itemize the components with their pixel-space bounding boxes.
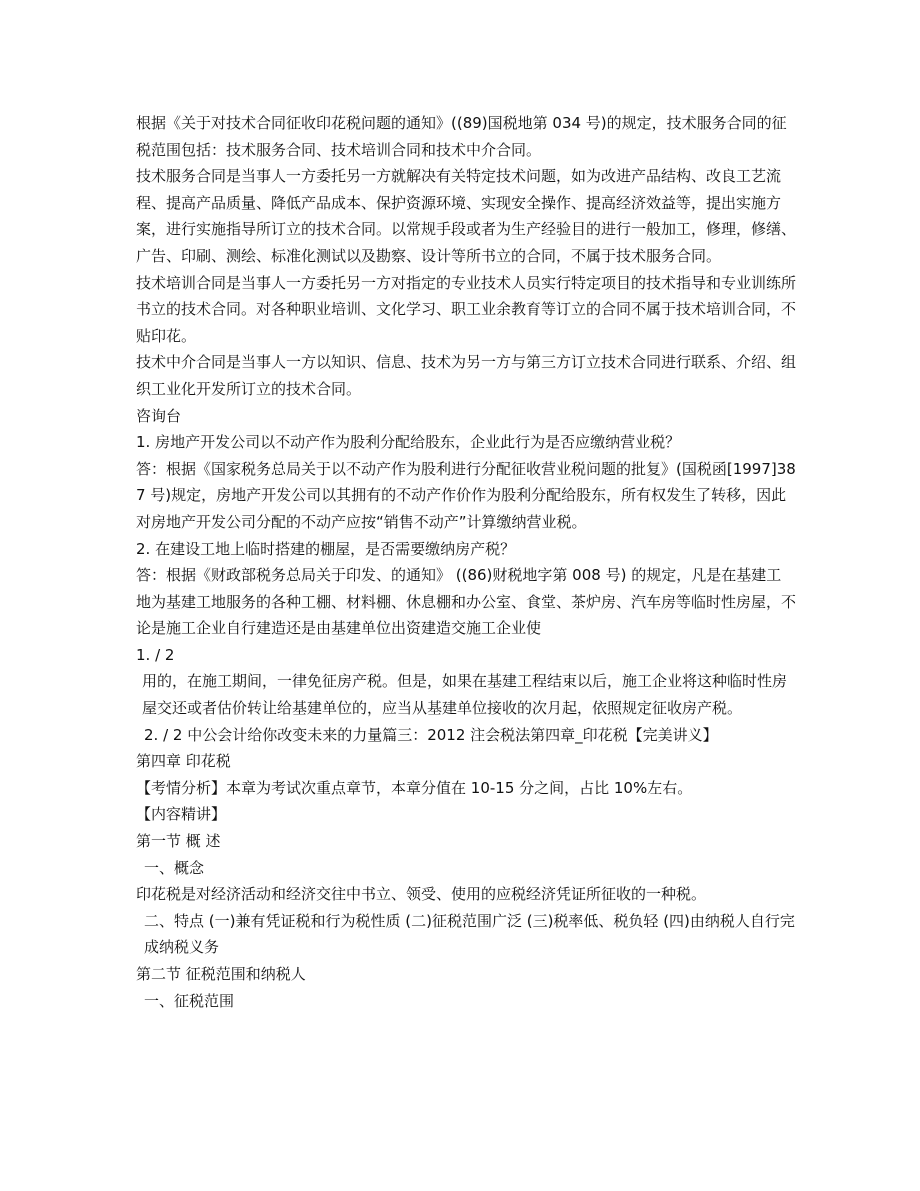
- section-1-title: 第一节 概 述: [136, 832, 221, 851]
- answer-2-continued: 用的，在施工期间，一律免征房产税。但是，如果在基建工程结束以后，施工企业将这种临时性房屋交还或者估价转让给基建单位的，应当从基建单位接收的次月起，依照规定征收房产税。: [142, 672, 788, 718]
- question-2: 2. 在建设工地上临时搭建的棚屋，是否需要缴纳房产税？: [136, 539, 516, 558]
- tech-intermediary-paragraph: 技术中介合同是当事人一方以知识、信息、技术为另一方与第三方订立技术合同进行联系、介绍、组织工业化开发所订立的技术合同。: [136, 353, 797, 398]
- features-text: 二、特点 (一)兼有凭证税和行为税性质 (二)征税范围广泛 (三)税率低、税负轻 (四)由纳税人自行完成纳税义务: [144, 911, 795, 957]
- content-heading: 【内容精讲】: [136, 805, 227, 824]
- section-2-title: 第二节 征税范围和纳税人: [136, 965, 306, 983]
- exam-analysis: 【考情分析】本章为考试次重点章节，本章分值在 10-15 分之间，占比 10%左右。: [136, 778, 693, 797]
- document-body: [136, 110, 796, 1014]
- consultation-heading: 咨询台: [136, 406, 182, 425]
- concept-heading: 一、概念: [144, 858, 205, 877]
- page-marker-2: 2. / 2 中公会计给你改变未来的力量篇三：2012 注会税法第四章_印花税【完美讲义】: [144, 725, 718, 744]
- intro-paragraph: 根据《关于对技术合同征收印花税问题的通知》((89)国税地第 034 号)的规定，技术服务合同的征税范围包括：技术服务合同、技术培训合同和技术中介合同。: [136, 114, 787, 159]
- question-1: 1. 房地产开发公司以不动产作为股利分配给股东，企业此行为是否应缴纳营业税？: [136, 433, 681, 452]
- tech-training-paragraph: 技术培训合同是当事人一方委托另一方对指定的专业技术人员实行特定项目的技术指导和专业训练所书立的技术合同。对各种职业培训、文化学习、职工业余教育等订立的合同不属于技术培训合同，不贴印花。: [136, 273, 797, 345]
- chapter-title: 第四章 印花税: [136, 752, 231, 771]
- answer-2: 答：根据《财政部税务总局关于印发、的通知》 ((86)财税地字第 008 号) 的规定，凡是在基建工地为基建工地服务的各种工棚、材料棚、休息棚和办公室、食堂、茶炉房、汽车房等临时性房屋，不论是施工企业自行建造还是由基建单位出资建造交施工企业使: [136, 566, 797, 638]
- concept-text: 印花税是对经济活动和经济交往中书立、领受、使用的应税经济凭证所征收的一种税。: [136, 885, 707, 904]
- answer-1: 答：根据《国家税务总局关于以不动产作为股利进行分配征收营业税问题的批复》(国税函[1997]387 号)规定，房地产开发公司以其拥有的不动产作价作为股利分配给股东，所有权发生了转移，因此对房地产开发公司分配的不动产应按“销售不动产”计算缴纳营业税。: [136, 459, 796, 531]
- tech-service-paragraph: 技术服务合同是当事人一方委托另一方就解决有关特定技术问题，如为改进产品结构、改良工艺流程、提高产品质量、降低产品成本、保护资源环境、实现安全操作、提高经济效益等，提出实施方案，进行实施指导所订立的技术合同。以常规手段或者为生产经验目的进行一般加工，修理，修缮、广告、印刷、测绘、标准化测试以及勘察、设计等所书立的合同，不属于技术服务合同。: [136, 167, 797, 265]
- scope-heading: 一、征税范围: [144, 991, 235, 1010]
- page-marker-1: 1. / 2: [136, 645, 175, 664]
